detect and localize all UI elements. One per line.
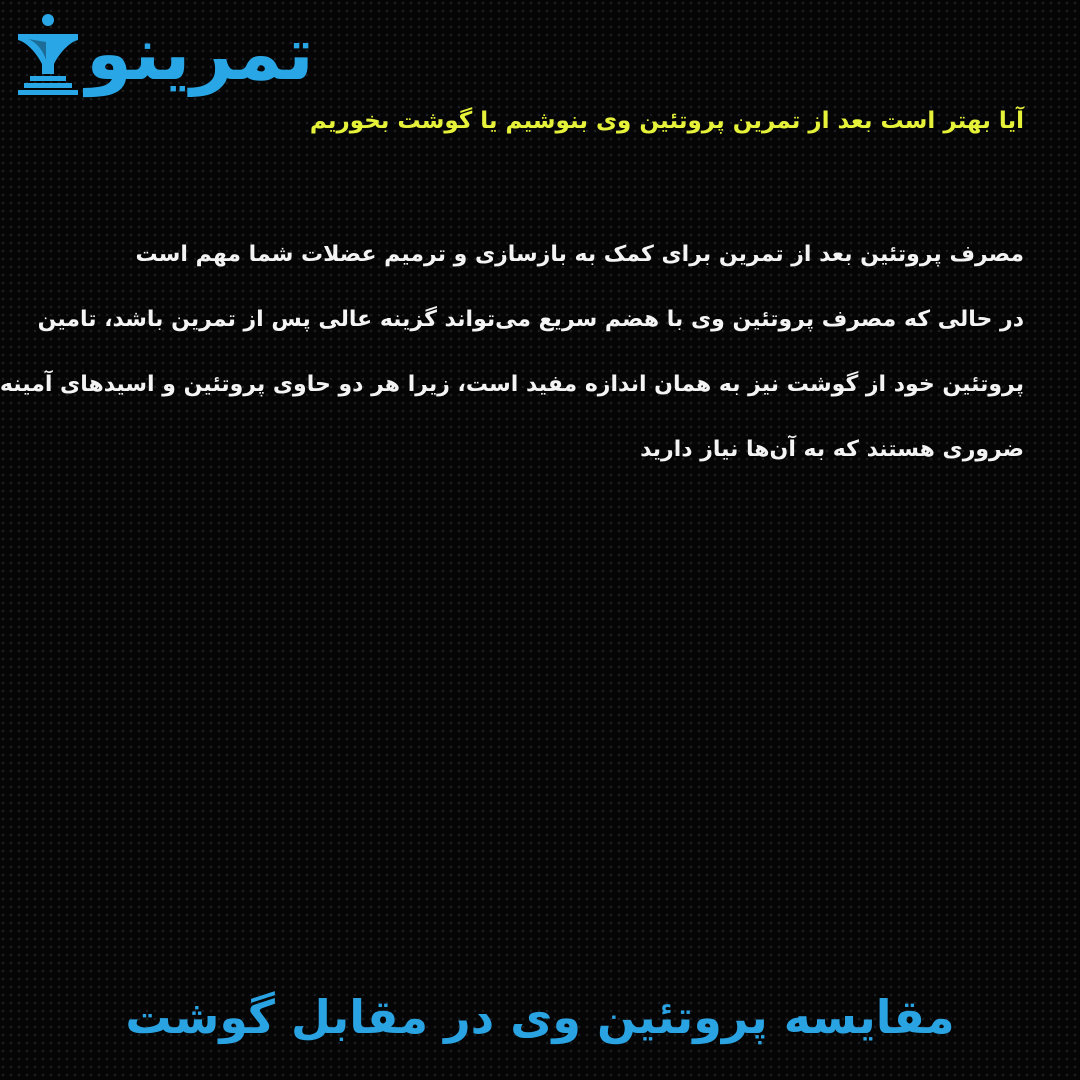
body-line: ضروری هستند که به آن‌ها نیاز دارید [640,437,1024,462]
brand-logo [14,6,316,102]
brand-logo-text: تمرینو [86,11,314,97]
stand-icon [14,12,82,96]
body-line: مصرف پروتئین بعد از تمرین برای کمک به بازسازی و ترمیم عضلات شما مهم است [135,242,1024,267]
body-paragraph [0,222,1024,482]
post-title: آیا بهتر است بعد از تمرین پروتئین وی بنوشیم یا گوشت بخوریم [309,108,1024,134]
footer-heading: مقایسه پروتئین وی در مقابل گوشت [125,990,955,1044]
body-line: در حالی که مصرف پروتئین وی با هضم سریع می‌تواند گزینه عالی پس از تمرین باشد، تامین [37,307,1024,332]
body-line: پروتئین خود از گوشت نیز به همان اندازه مفید است، زیرا هر دو حاوی پروتئین و اسیدهای آمینه [0,372,1024,397]
